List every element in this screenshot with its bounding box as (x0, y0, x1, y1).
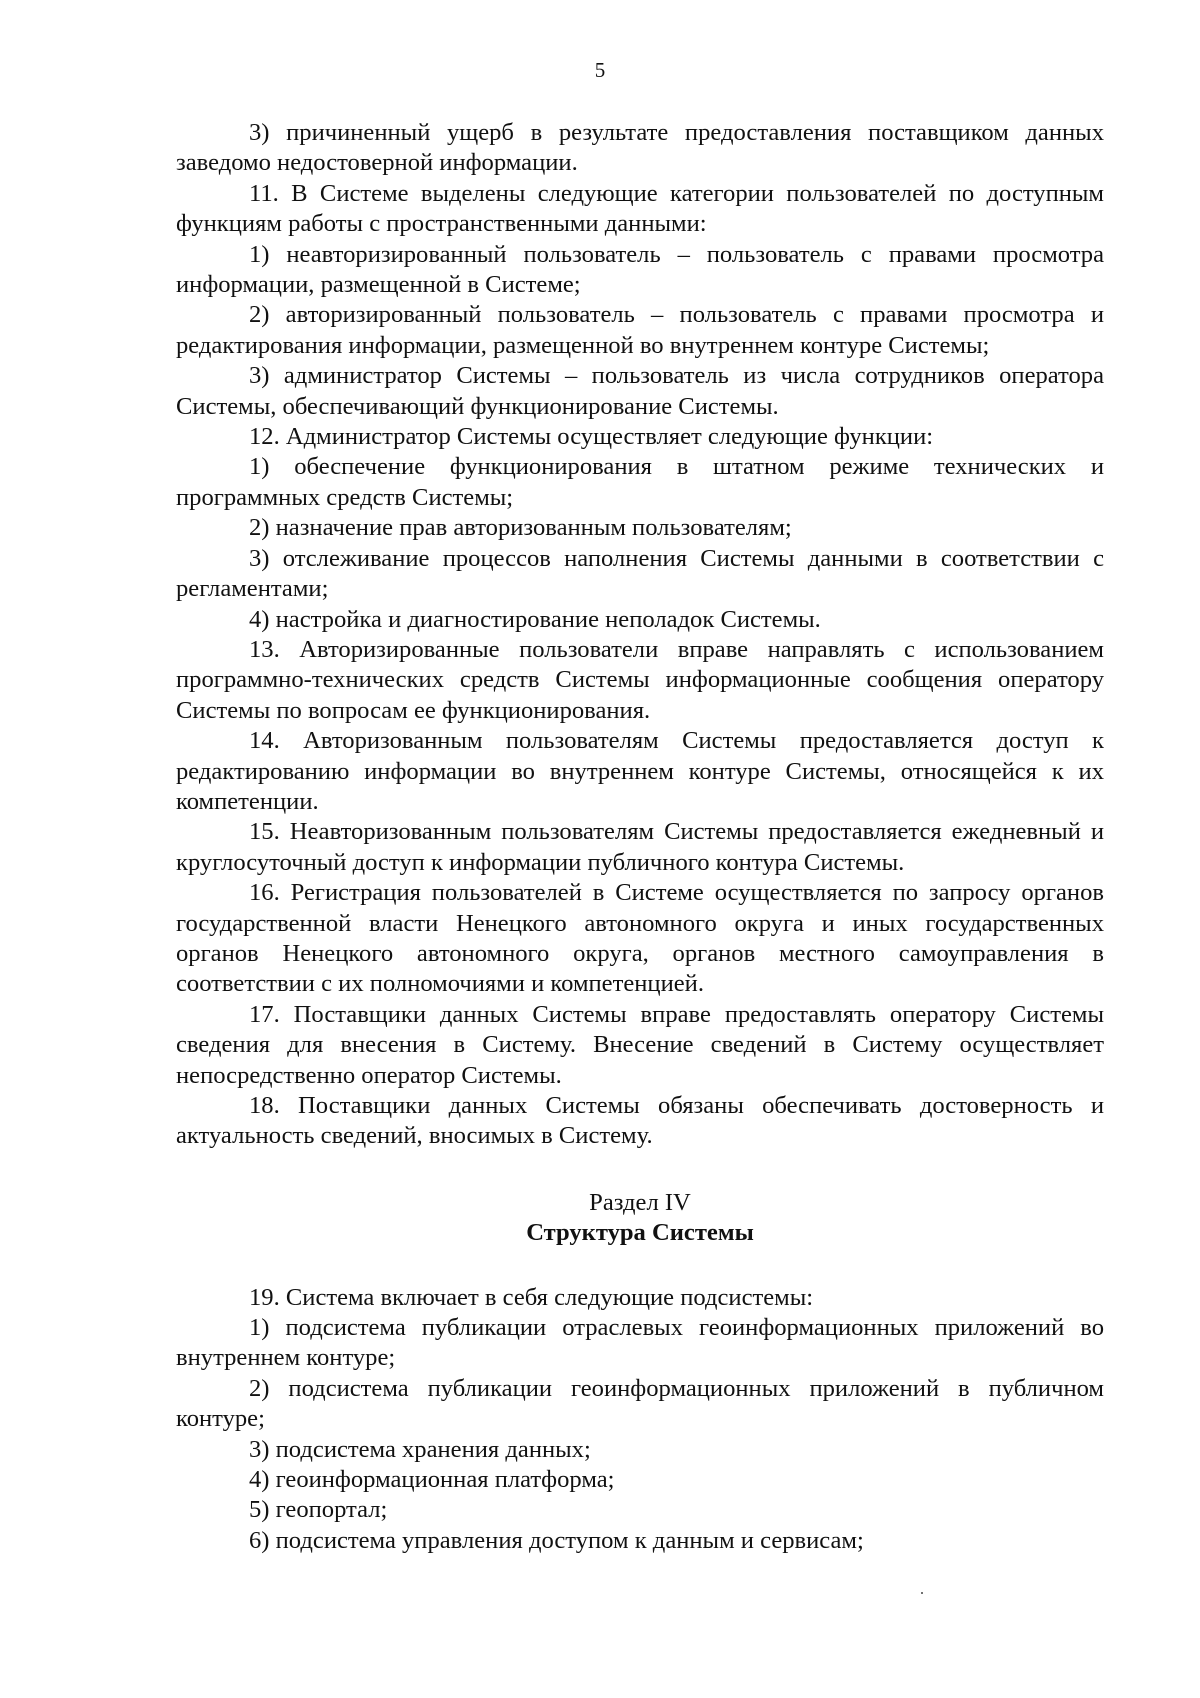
scan-speck (921, 1592, 923, 1594)
section-label: Раздел IV (589, 1188, 691, 1216)
paragraph: 16. Регистрация пользователей в Системе осуществляется по запросу органов государственной власти Ненецкого автономного округа и иных государственных органов Ненецкого автономного округа, органов местного самоуправления в соответствии с их полномочиями и компетенцией. (176, 879, 1104, 998)
paragraph: 4) геоинформационная платформа; (249, 1466, 615, 1494)
paragraph: 1) подсистема публикации отраслевых геоинформационных приложений во внутреннем контуре; (176, 1314, 1104, 1372)
paragraph: 3) отслеживание процессов наполнения Системы данными в соответствии с регламентами; (176, 544, 1104, 603)
paragraph: 2) подсистема публикации геоинформационных приложений в публичном контуре; (176, 1374, 1104, 1433)
paragraph: 3) причиненный ущерб в результате предоставления поставщиком данных заведомо недостоверной информации. (176, 119, 1104, 177)
paragraph: 2) назначение прав авторизованным пользователям; (249, 514, 792, 542)
section-heading (176, 1188, 1104, 1249)
paragraph: 15. Неавторизованным пользователям Системы предоставляется ежедневный и круглосуточный доступ к информации публичного контура Системы. (176, 818, 1104, 876)
paragraph: 17. Поставщики данных Системы вправе предоставлять оператору Системы сведения для внесения в Систему. Внесение сведений в Систему осуществляет непосредственно оператор Системы. (176, 1000, 1104, 1089)
document-body (176, 118, 1104, 1556)
paragraph: 3) подсистема хранения данных; (249, 1435, 591, 1463)
page-number: 5 (594, 58, 606, 82)
paragraph: 12. Администратор Системы осуществляет следующие функции: (249, 423, 934, 451)
paragraph: 1) обеспечение функционирования в штатном режиме технических и программных средств Системы; (176, 453, 1104, 511)
paragraph: 3) администратор Системы – пользователь из числа сотрудников оператора Системы, обеспечивающий функционирование Системы. (176, 362, 1104, 420)
section-title: Структура Системы (526, 1219, 754, 1247)
paragraph: 4) настройка и диагностирование неполадок Системы. (249, 605, 821, 633)
paragraph: 2) авторизированный пользователь – пользователь с правами просмотра и редактирования информации, размещенной во внутреннем контуре Системы; (176, 301, 1104, 359)
paragraphs-before-section (176, 118, 1104, 1152)
paragraph: 5) геопортал; (249, 1496, 388, 1524)
paragraphs-after-section (176, 1283, 1104, 1557)
paragraph: 11. В Системе выделены следующие категории пользователей по доступным функциям работы с пространственными данными: (176, 179, 1104, 238)
paragraph: 19. Система включает в себя следующие подсистемы: (249, 1283, 814, 1311)
paragraph: 14. Авторизованным пользователям Системы предоставляется доступ к редактированию информации во внутреннем контуре Системы, относящейся к их компетенции. (176, 727, 1104, 815)
paragraph: 6) подсистема управления доступом к данным и сервисам; (249, 1526, 864, 1554)
paragraph: 18. Поставщики данных Системы обязаны обеспечивать достоверность и актуальность сведений, вносимых в Систему. (176, 1092, 1104, 1150)
paragraph: 13. Авторизированные пользователи вправе направлять с использованием программно-технических средств Системы информационные сообщения оператору Системы по вопросам ее функционирования. (176, 635, 1104, 724)
paragraph: 1) неавторизированный пользователь – пользователь с правами просмотра информации, размещенной в Системе; (176, 240, 1104, 299)
